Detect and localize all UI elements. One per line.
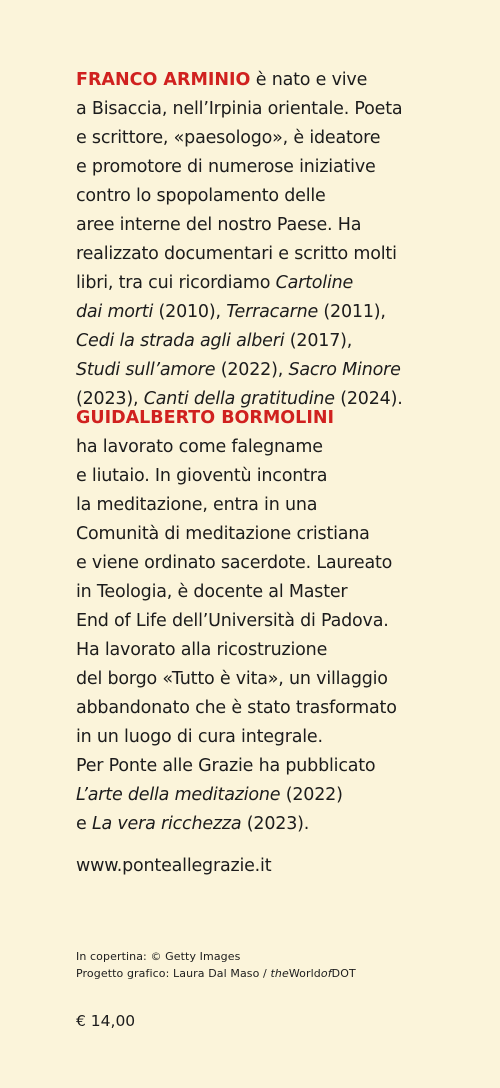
book-title: Cartoline	[275, 273, 354, 293]
book-title: L’arte della meditazione	[76, 785, 281, 805]
bio-line: la meditazione, entra in una	[76, 495, 318, 515]
bio-line: del borgo «Tutto è vita», un villaggio	[76, 669, 388, 689]
bio-line: End of Life dell’Università di Padova.	[76, 611, 389, 631]
bio-line: contro lo spopolamento delle	[76, 186, 326, 206]
bio-line: Comunità di meditazione cristiana	[76, 524, 370, 544]
bio-line: a Bisaccia, nell’Irpinia orientale. Poeta	[76, 99, 403, 119]
bio-line: in Teologia, è docente al Master	[76, 582, 348, 602]
bio-line: in un luogo di cura integrale.	[76, 727, 323, 747]
bio-line: Ha lavorato alla ricostruzione	[76, 640, 328, 660]
price: € 14,00	[76, 1012, 136, 1030]
author-bio-bormolini	[76, 404, 486, 839]
bio-line: libri, tra cui ricordiamo Cartoline	[76, 273, 354, 293]
bio-line: L’arte della meditazione (2022)	[76, 785, 343, 805]
book-title: Cedi la strada agli alberi	[76, 331, 285, 351]
bio-line: e liutaio. In gioventù incontra	[76, 466, 328, 486]
book-title: Studi sull’amore	[76, 360, 216, 380]
book-title: Sacro Minore	[288, 360, 401, 380]
bio-line: abbandonato che è stato trasformato	[76, 698, 397, 718]
author-name: FRANCO ARMINIO	[76, 70, 251, 90]
bio-line: e La vera ricchezza (2023).	[76, 814, 310, 834]
bio-line: Cedi la strada agli alberi (2017),	[76, 331, 353, 351]
bio-line: (2023), Canti della gratitudine (2024).	[76, 389, 403, 409]
book-title: dai morti	[76, 302, 154, 322]
book-title: Terracarne	[226, 302, 319, 322]
credits	[76, 948, 356, 982]
bio-line: aree interne del nostro Paese. Ha	[76, 215, 362, 235]
cover-credit: In copertina: © Getty Images	[76, 950, 241, 963]
bio-line: realizzato documentari e scritto molti	[76, 244, 397, 264]
author-name: GUIDALBERTO BORMOLINI	[76, 408, 334, 428]
bio-line: Studi sull’amore (2022), Sacro Minore	[76, 360, 401, 380]
design-credit: Progetto grafico: Laura Dal Maso / theWorldofDOT	[76, 967, 356, 980]
bio-line: dai morti (2010), Terracarne (2011),	[76, 302, 386, 322]
book-title: Canti della gratitudine	[143, 389, 335, 409]
author-bio-arminio: FRANCO ARMINIO è nato e vive a Bisaccia, nell’Irpinia orientale. Poeta e scrittore, «paesologo», è ideatore e promotore di numerose iniziative contro lo spopolamento delle aree interne del nostro Paese. Ha realizzato documentari e scritto molti libri, tra cui ricordiamo Cartoline dai morti (2010), Terracarne (2011), Cedi la strada agli alberi (2017), Studi sull’amore (2022), Sacro Minore (2023), Canti della gratitudine (2024).	[76, 66, 486, 414]
bio-line: ha lavorato come falegname	[76, 437, 323, 457]
bio-line: e promotore di numerose iniziative	[76, 157, 376, 177]
publisher-website[interactable]: www.ponteallegrazie.it	[76, 856, 272, 876]
bio-line: Per Ponte alle Grazie ha pubblicato	[76, 756, 376, 776]
book-title: La vera ricchezza	[91, 814, 242, 834]
bio-line: e viene ordinato sacerdote. Laureato	[76, 553, 393, 573]
bio-line: e scrittore, «paesologo», è ideatore	[76, 128, 381, 148]
